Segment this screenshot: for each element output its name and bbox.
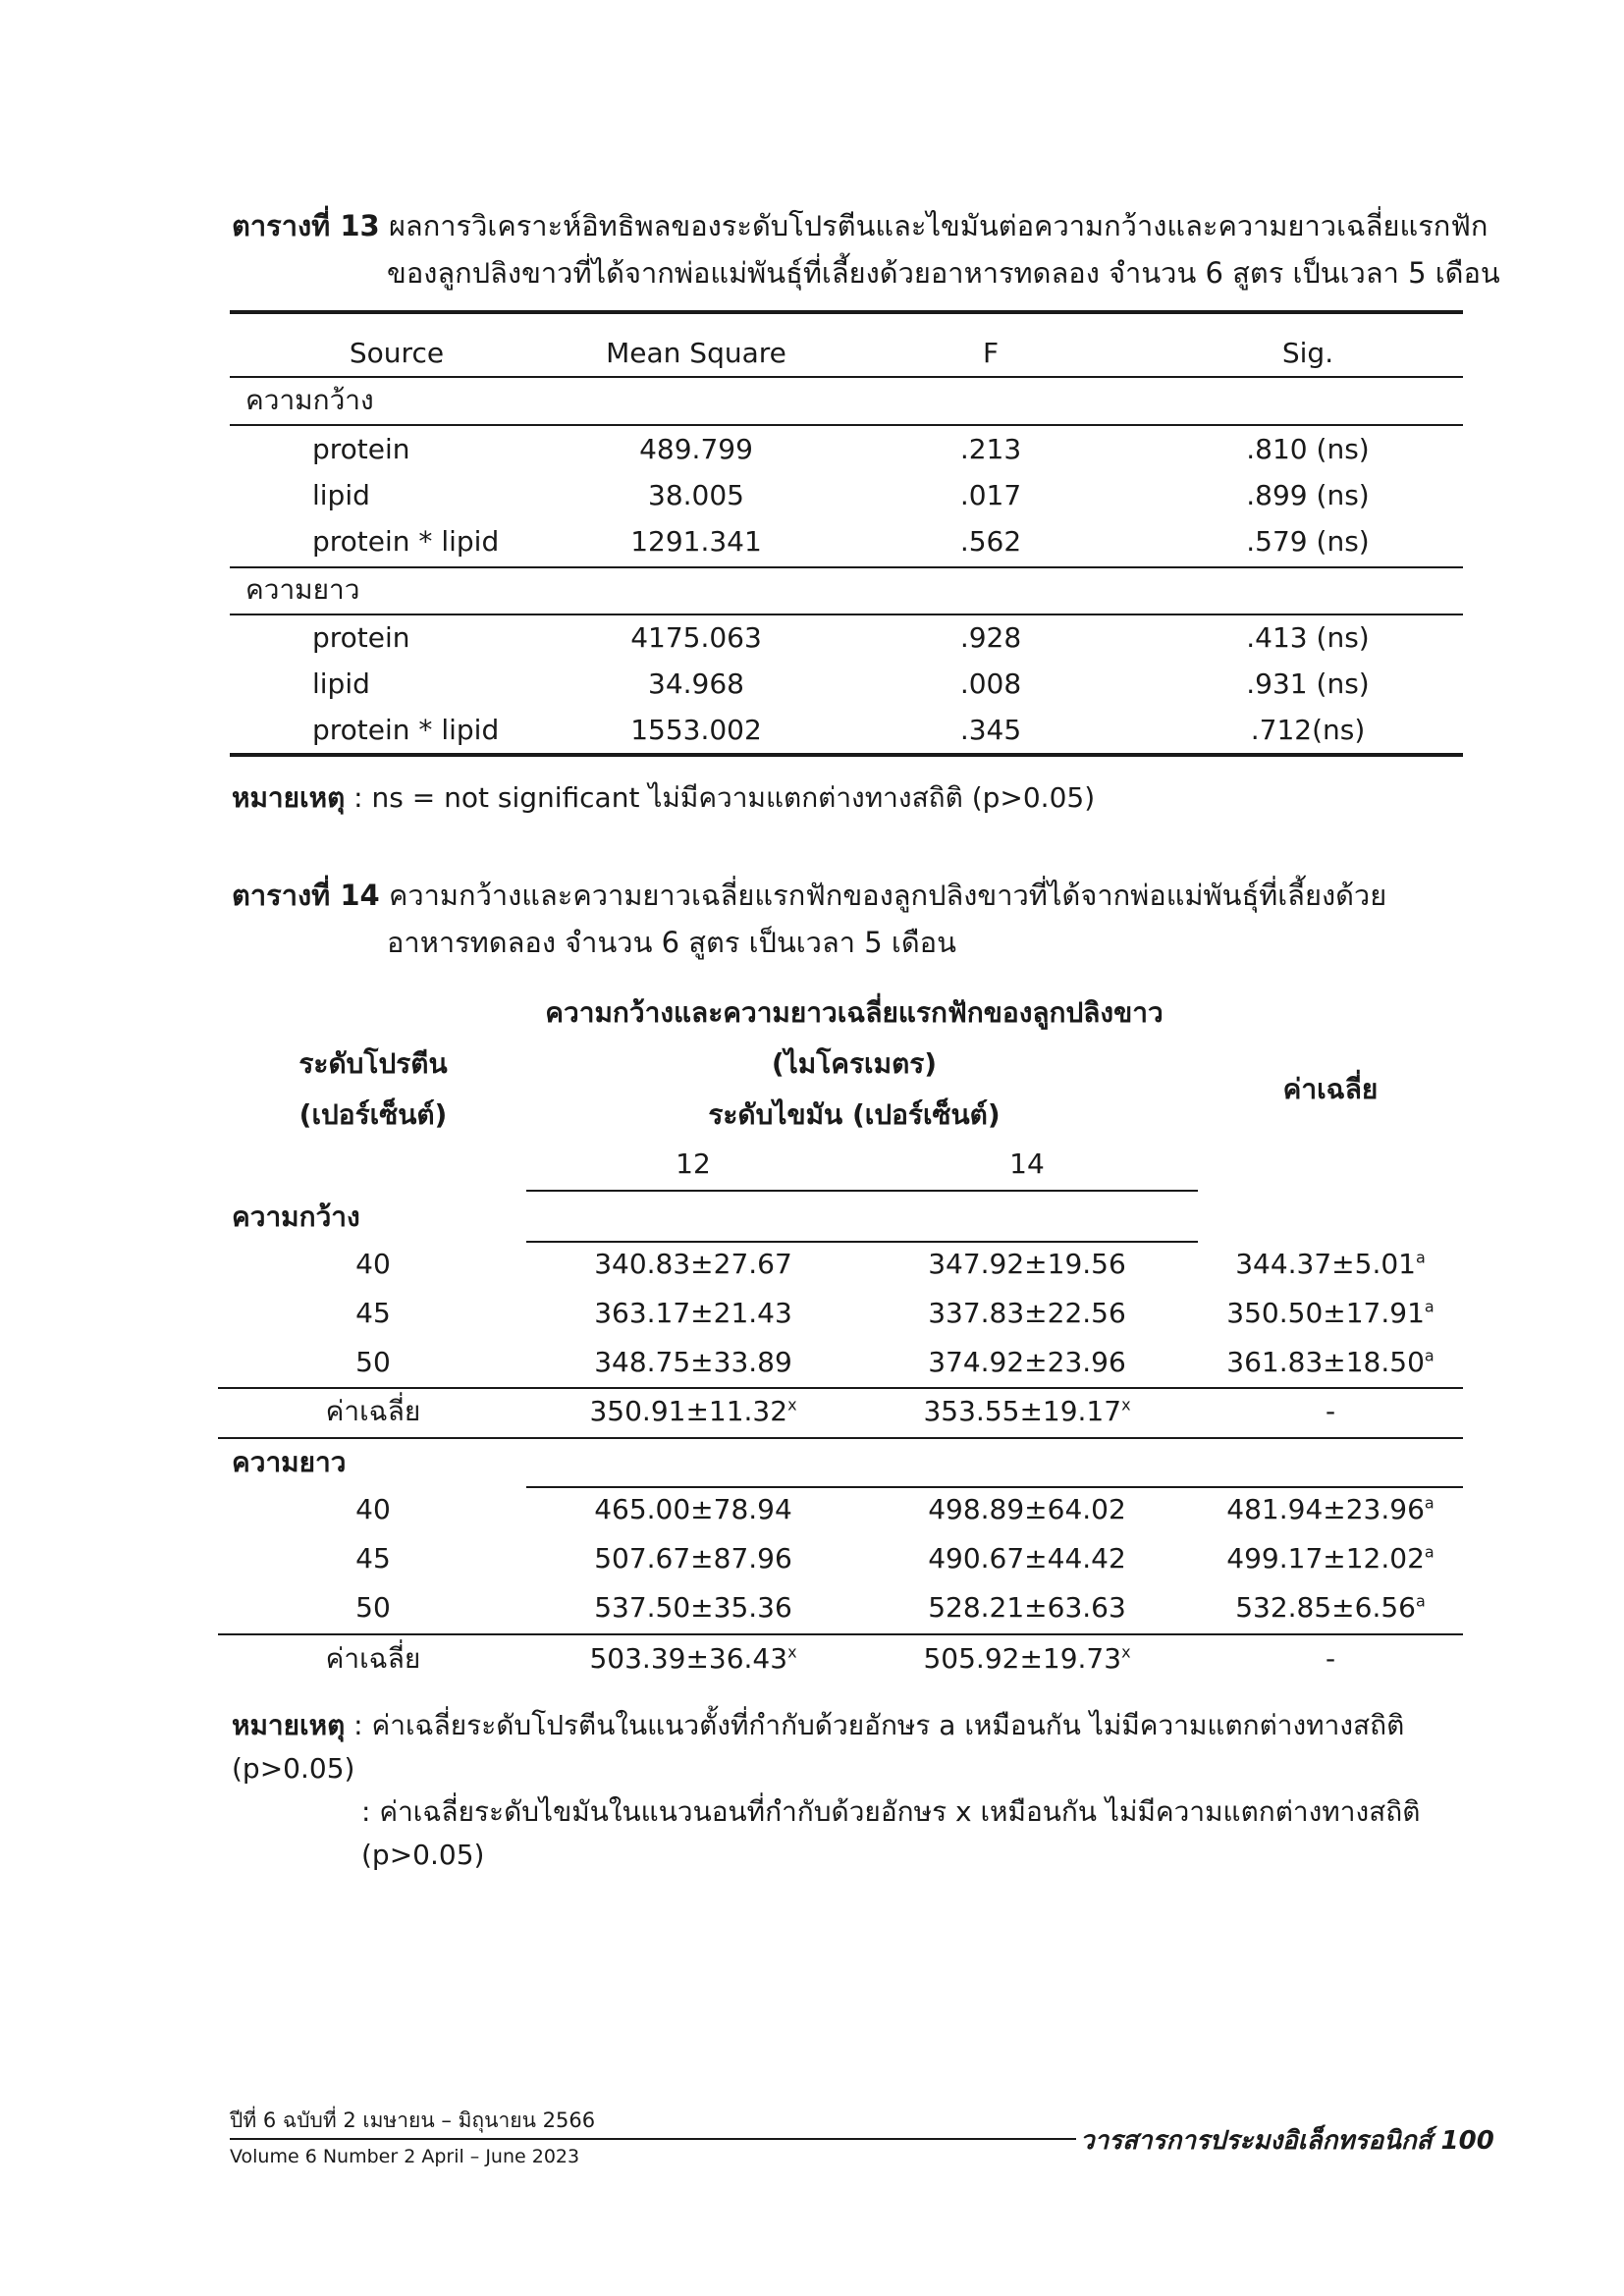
- t13-ms: 489.799: [639, 433, 753, 465]
- table13-caption-label: ตารางที่ 13: [232, 209, 380, 242]
- t14-mean-sup: a: [1424, 1493, 1435, 1513]
- t13-f: .562: [959, 525, 1022, 558]
- t13-sig: .899 (ns): [1246, 479, 1370, 511]
- footer-page-number: 100: [1440, 2126, 1494, 2156]
- t14-header-mean: ค่าเฉลี่ย: [1282, 1073, 1379, 1105]
- table13-group-rule: [230, 566, 1463, 568]
- t13-ms: 4175.063: [630, 621, 762, 654]
- t14-mean-sup: a: [1415, 1591, 1426, 1611]
- table14-caption-line2: อาหารทดลอง จำนวน 6 สูตร เป็นเวลา 5 เดือน: [387, 926, 956, 959]
- t13-header-source: Source: [349, 337, 445, 369]
- t14-avg12-value: 503.39±36.43: [589, 1642, 788, 1675]
- t14-v12: 348.75±33.89: [594, 1346, 792, 1378]
- t14-v12: 340.83±27.67: [594, 1248, 792, 1280]
- t14-mean: [1198, 1345, 1463, 1380]
- table13-header-rule: [230, 376, 1463, 378]
- table14-caption: [232, 872, 1386, 966]
- t14-mean: [1198, 1492, 1463, 1527]
- t14-mean-value: 361.83±18.50: [1226, 1346, 1425, 1378]
- t13-source: lipid: [312, 479, 370, 511]
- t14-header-protein-1: ระดับโปรตีน: [298, 1047, 448, 1080]
- t14-v14: 337.83±22.56: [928, 1297, 1126, 1329]
- t13-sig: .712(ns): [1250, 714, 1366, 746]
- t13-source: protein * lipid: [312, 525, 500, 558]
- t14-mean: [1198, 1296, 1463, 1331]
- t14-header-main-3: ระดับไขมัน (เปอร์เซ็นต์): [708, 1098, 1001, 1131]
- table14-note-label: หมายเหตุ: [232, 1709, 346, 1741]
- t13-ms: 1291.341: [630, 525, 762, 558]
- t14-avg14: [860, 1641, 1194, 1677]
- t13-header-sig: Sig.: [1281, 337, 1334, 369]
- footer-rule: [230, 2138, 1076, 2140]
- table13-note-label: หมายเหตุ: [232, 781, 346, 814]
- t14-v14: 498.89±64.02: [928, 1493, 1126, 1525]
- t13-f: .213: [959, 433, 1022, 465]
- footer-journal-name: วารสารการประมงอิเล็กทรอนิกส์: [1080, 2126, 1433, 2156]
- t14-header-main-1: ความกว้างและความยาวเฉลี่ยแรกฟักของลูกปลิงขาว: [545, 996, 1164, 1029]
- table13-group-rule: [230, 614, 1463, 615]
- t14-mean: [1198, 1590, 1463, 1626]
- t14-avg-label: ค่าเฉลี่ย: [325, 1642, 421, 1675]
- table13-group-rule: [230, 424, 1463, 426]
- t13-f: .345: [959, 714, 1022, 746]
- t14-mean: [1198, 1541, 1463, 1576]
- t14-protein: 45: [355, 1297, 391, 1329]
- t14-avg14-sup: x: [1121, 1642, 1131, 1662]
- t14-avg-rule: [218, 1387, 1463, 1389]
- t14-v14: 374.92±23.96: [928, 1346, 1126, 1378]
- table13-note: [232, 776, 1095, 820]
- t14-protein: 50: [355, 1591, 391, 1624]
- t14-avg-label: ค่าเฉลี่ย: [325, 1395, 421, 1427]
- t14-section-end-rule: [218, 1437, 1463, 1439]
- t13-sig: .413 (ns): [1246, 621, 1370, 654]
- t14-section-label: ความยาว: [232, 1446, 347, 1478]
- t14-mean-sup: a: [1415, 1248, 1426, 1267]
- t14-v12: 465.00±78.94: [594, 1493, 792, 1525]
- t13-sig: .810 (ns): [1246, 433, 1370, 465]
- t14-avg-mean: -: [1325, 1642, 1336, 1675]
- t14-mean-sup: a: [1424, 1346, 1435, 1365]
- t14-mean-value: 499.17±12.02: [1226, 1542, 1425, 1575]
- t14-mean-sup: a: [1424, 1542, 1435, 1562]
- t14-mean-value: 350.50±17.91: [1226, 1297, 1425, 1329]
- t13-header-f: F: [982, 337, 1000, 369]
- table14-note: [232, 1704, 1508, 1877]
- t14-protein: 45: [355, 1542, 391, 1575]
- table13-caption: [232, 202, 1500, 296]
- t14-avg14-value: 353.55±19.17: [923, 1395, 1122, 1427]
- table14-note-line2: : ค่าเฉลี่ยระดับไขมันในแนวนอนที่กำกับด้วยอักษร x เหมือนกัน ไม่มีความแตกต่างทางสถิติ (p>0.05): [361, 1795, 1421, 1871]
- t14-section-rule: [526, 1241, 1198, 1243]
- t14-avg-rule: [218, 1633, 1463, 1635]
- t14-avg14-sup: x: [1121, 1395, 1131, 1415]
- table13-top-rule: [230, 310, 1463, 314]
- t14-v12: 363.17±21.43: [594, 1297, 792, 1329]
- t14-avg-mean: -: [1325, 1395, 1336, 1427]
- table14-caption-label: ตารางที่ 14: [232, 879, 380, 912]
- t13-group-label: ความยาว: [245, 573, 360, 606]
- t14-avg14: [860, 1394, 1194, 1429]
- t13-source: lipid: [312, 667, 370, 700]
- t13-ms: 38.005: [648, 479, 744, 511]
- t13-header-ms: Mean Square: [606, 337, 786, 369]
- table13-bottom-rule: [230, 753, 1463, 757]
- t14-header-main-2: (ไมโครเมตร): [771, 1047, 938, 1080]
- t13-ms: 1553.002: [630, 714, 762, 746]
- t14-mean-value: 481.94±23.96: [1226, 1493, 1425, 1525]
- t14-avg14-value: 505.92±19.73: [923, 1642, 1122, 1675]
- t14-lipid-rule: [526, 1190, 1198, 1192]
- t14-protein: 40: [355, 1248, 391, 1280]
- t14-avg12-sup: x: [787, 1642, 797, 1662]
- table13-caption-line2: ของลูกปลิงขาวที่ได้จากพ่อแม่พันธุ์ที่เลี้ยงด้วยอาหารทดลอง จำนวน 6 สูตร เป็นเวลา 5 เดือน: [387, 256, 1500, 290]
- t14-v12: 537.50±35.36: [594, 1591, 792, 1624]
- t14-section-rule: [526, 1486, 1463, 1488]
- t14-protein: 50: [355, 1346, 391, 1378]
- t14-avg12: [526, 1641, 860, 1677]
- table14-caption-line1: ความกว้างและความยาวเฉลี่ยแรกฟักของลูกปลิงขาวที่ได้จากพ่อแม่พันธุ์ที่เลี้ยงด้วย: [388, 879, 1387, 912]
- table14-note-line1: : ค่าเฉลี่ยระดับโปรตีนในแนวตั้งที่กำกับด้วยอักษร a เหมือนกัน ไม่มีความแตกต่างทางสถิติ (p>0.05): [232, 1709, 1405, 1785]
- t13-sig: .579 (ns): [1246, 525, 1370, 558]
- t13-source: protein * lipid: [312, 714, 500, 746]
- t14-avg12-value: 350.91±11.32: [589, 1395, 788, 1427]
- t13-source: protein: [312, 433, 410, 465]
- t13-sig: .931 (ns): [1246, 667, 1370, 700]
- t14-protein: 40: [355, 1493, 391, 1525]
- footer-issue-en: Volume 6 Number 2 April – June 2023: [230, 2146, 580, 2167]
- t14-lipid-12: 12: [676, 1148, 711, 1180]
- t14-avg12: [526, 1394, 860, 1429]
- t13-f: .017: [959, 479, 1022, 511]
- t13-source: protein: [312, 621, 410, 654]
- table13-note-text: : ns = not significant ไม่มีความแตกต่างทางสถิติ (p>0.05): [345, 781, 1096, 814]
- t13-group-label: ความกว้าง: [245, 384, 374, 416]
- footer-issue-th: ปีที่ 6 ฉบับที่ 2 เมษายน – มิถุนายน 2566: [230, 2109, 596, 2132]
- t14-mean-sup: a: [1424, 1297, 1435, 1316]
- t14-header-protein-2: (เปอร์เซ็นต์): [298, 1098, 448, 1131]
- t14-avg12-sup: x: [787, 1395, 797, 1415]
- t13-ms: 34.968: [648, 667, 744, 700]
- table13-caption-line1: ผลการวิเคราะห์อิทธิพลของระดับโปรตีนและไขมันต่อความกว้างและความยาวเฉลี่ยแรกฟัก: [388, 209, 1489, 242]
- t14-mean-value: 532.85±6.56: [1235, 1591, 1416, 1624]
- t14-v14: 490.67±44.42: [928, 1542, 1126, 1575]
- t14-v14: 528.21±63.63: [928, 1591, 1126, 1624]
- t14-v12: 507.67±87.96: [594, 1542, 792, 1575]
- t14-lipid-14: 14: [1009, 1148, 1045, 1180]
- t14-mean: [1198, 1247, 1463, 1282]
- footer-journal: [1080, 2120, 1494, 2161]
- table14-note-line1-wrap: [232, 1704, 1508, 1790]
- t13-f: .928: [959, 621, 1022, 654]
- t14-section-label: ความกว้าง: [232, 1201, 360, 1233]
- t14-mean-value: 344.37±5.01: [1235, 1248, 1416, 1280]
- t13-f: .008: [959, 667, 1022, 700]
- t14-v14: 347.92±19.56: [928, 1248, 1126, 1280]
